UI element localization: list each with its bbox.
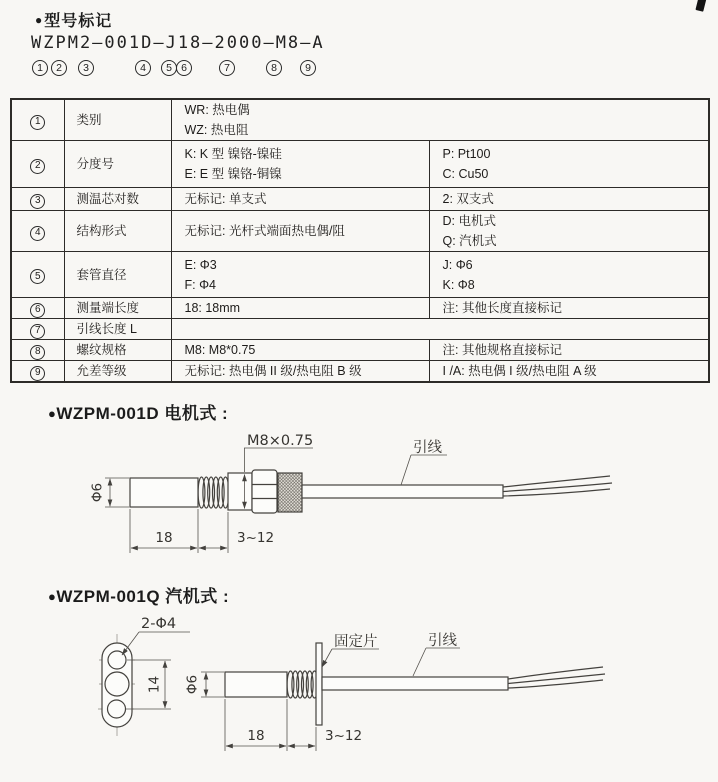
hex-nut	[252, 470, 277, 513]
value-cell	[171, 141, 429, 188]
table-row	[11, 319, 709, 340]
row-number-cell	[11, 319, 64, 340]
value-cell: M8: M8*0.75	[171, 340, 429, 361]
dimension-insert-range-d	[199, 512, 274, 553]
value-line: WZ: 热电阻	[184, 123, 249, 137]
dimension-insert-range-q	[288, 727, 362, 751]
value-cell: 无标记: 光杆式端面热电偶/阻	[171, 211, 429, 252]
category-cell: 套管直径	[64, 252, 171, 298]
table-row	[11, 141, 709, 188]
circled-number: 3	[30, 194, 45, 209]
value-line: K: K 型 镍铬-镍硅	[184, 147, 282, 161]
row-number-cell	[11, 252, 64, 298]
row-number-cell	[11, 340, 64, 361]
insert-range-label: 3~12	[237, 530, 275, 546]
row-number-cell	[11, 298, 64, 319]
page-title	[35, 8, 112, 31]
section-title-001q	[48, 582, 229, 607]
value-cell	[429, 252, 709, 298]
model-spec-table	[10, 98, 710, 383]
position-marker-4: 4	[135, 60, 151, 76]
diameter-label: Φ6	[89, 482, 106, 503]
category-cell: 引线长度 L	[64, 319, 171, 340]
thread-collar	[228, 473, 252, 510]
dimension-tip-length-q	[225, 699, 287, 751]
value-line: WR: 热电偶	[184, 103, 250, 117]
circled-number: 1	[30, 115, 45, 130]
value-cell	[171, 252, 429, 298]
lead-wire-label: 引线	[413, 440, 442, 456]
insert-range-label: 3~12	[325, 728, 363, 744]
lead-wires	[508, 667, 605, 688]
circled-number: 8	[30, 345, 45, 360]
value-cell: I /A: 热电偶 I 级/热电阻 A 级	[429, 361, 709, 383]
tip-length-label: 18	[247, 728, 265, 744]
position-marker-6: 6	[176, 60, 192, 76]
position-marker-3: 3	[78, 60, 94, 76]
value-line: Q: 汽机式	[442, 234, 497, 248]
value-cell: 18: 18mm	[171, 298, 429, 319]
position-marker-7: 7	[219, 60, 235, 76]
mounting-plate-end-view	[98, 634, 135, 736]
probe-tip	[130, 478, 198, 507]
circled-number: 5	[30, 269, 45, 284]
lead-wire-callout	[413, 631, 460, 676]
category-cell: 测温芯对数	[64, 188, 171, 211]
thread-spec-label: M8×0.75	[247, 433, 314, 449]
lead-cable	[302, 485, 503, 498]
position-marker-5: 5	[161, 60, 177, 76]
value-line: E: E 型 镍铬-铜镍	[184, 167, 282, 181]
row-number-cell	[11, 99, 64, 141]
position-marker-2: 2	[51, 60, 67, 76]
category-cell: 类别	[64, 99, 171, 141]
table-row	[11, 361, 709, 383]
value-cell-empty	[171, 319, 709, 340]
category-cell: 螺纹规格	[64, 340, 171, 361]
value-cell: 注: 其他长度直接标记	[429, 298, 709, 319]
value-line: C: Cu50	[442, 167, 489, 181]
value-cell	[429, 211, 709, 252]
table-row	[11, 340, 709, 361]
diameter-label: Φ6	[184, 674, 201, 695]
table-row	[11, 99, 709, 141]
value-cell: 2: 双支式	[429, 188, 709, 211]
value-line: K: Φ8	[442, 277, 475, 292]
page-title-text: 型号标记	[44, 13, 113, 30]
tip-length-label: 18	[155, 530, 173, 546]
value-cell	[171, 99, 709, 141]
section-title-001d-text: WZPM-001D 电机式 :	[56, 404, 229, 423]
table-row	[11, 298, 709, 319]
value-cell: 无标记: 单支式	[171, 188, 429, 211]
section-title-001q-text: WZPM-001Q 汽机式 :	[56, 587, 230, 606]
probe-tip	[225, 672, 287, 697]
model-code: WZPM2—001D—J18—2000—M8—A	[31, 33, 325, 53]
position-marker-8: 8	[266, 60, 282, 76]
circled-number: 2	[30, 159, 45, 174]
row-number-cell	[11, 141, 64, 188]
spring-coil	[287, 671, 318, 698]
hole-spacing-label: 14	[146, 675, 163, 694]
category-cell: 结构形式	[64, 211, 171, 252]
fixing-plate-callout	[322, 632, 379, 667]
dimension-tip-length-d	[130, 509, 198, 553]
value-line: F: Φ4	[184, 277, 217, 292]
dimension-hole-spacing	[126, 660, 171, 709]
lead-cable	[322, 677, 508, 690]
category-cell: 测量端长度	[64, 298, 171, 319]
value-line: J: Φ6	[442, 257, 473, 272]
circled-number: 7	[30, 324, 45, 339]
value-cell: 注: 其他规格直接标记	[429, 340, 709, 361]
category-cell: 分度号	[64, 141, 171, 188]
value-line: E: Φ3	[184, 257, 217, 272]
knurled-grip	[278, 473, 302, 512]
value-line: D: 电机式	[442, 214, 496, 228]
value-cell	[429, 141, 709, 188]
fixing-plate	[316, 643, 322, 725]
section-title-001d	[48, 399, 228, 424]
position-marker-1: 1	[32, 60, 48, 76]
drawing-001q	[85, 610, 620, 760]
value-line: P: Pt100	[442, 147, 491, 161]
corner-ink-mark	[695, 0, 706, 12]
table-row	[11, 211, 709, 252]
bullet-icon: ●	[48, 406, 57, 421]
drawing-001d	[80, 425, 620, 565]
lead-wire-label: 引线	[428, 633, 457, 649]
position-marker-9: 9	[300, 60, 316, 76]
circled-number: 4	[30, 226, 45, 241]
holes-label: 2-Φ4	[141, 616, 177, 632]
bullet-icon: ●	[48, 589, 57, 604]
fixing-plate-label: 固定片	[334, 634, 378, 650]
bullet-icon: ●	[35, 13, 44, 27]
dimension-diameter-q	[185, 672, 225, 697]
row-number-cell	[11, 211, 64, 252]
table-row	[11, 188, 709, 211]
circled-number: 9	[30, 366, 45, 381]
lead-wire-callout	[401, 438, 447, 485]
row-number-cell	[11, 188, 64, 211]
dimension-diameter-d	[90, 478, 130, 507]
category-cell: 允差等级	[64, 361, 171, 383]
value-cell: 无标记: 热电偶 II 级/热电阻 B 级	[171, 361, 429, 383]
table-row	[11, 252, 709, 298]
lead-wires	[503, 476, 612, 496]
circled-number: 6	[30, 303, 45, 318]
spring-coil	[198, 477, 229, 508]
row-number-cell	[11, 361, 64, 383]
holes-callout	[122, 616, 190, 655]
